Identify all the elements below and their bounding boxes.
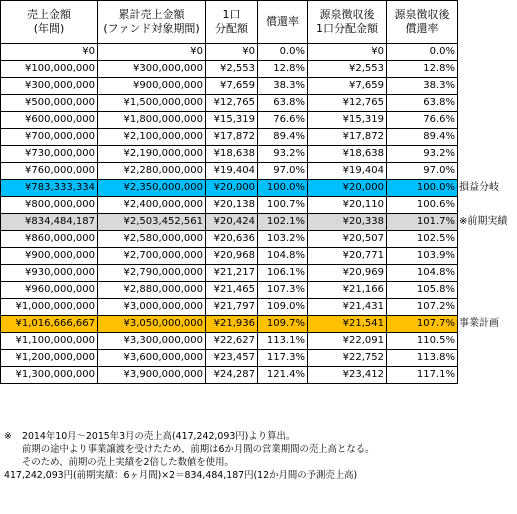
annual-sales-cell: ¥760,000,000 [1,163,98,180]
net-redemption-rate-cell: 104.8% [387,265,458,282]
annual-sales-cell: ¥930,000,000 [1,265,98,282]
net-redemption-rate-cell: 97.0% [387,163,458,180]
redemption-rate-cell: 102.1% [258,214,308,231]
distribution-cell: ¥22,627 [206,333,258,350]
net-distribution-cell: ¥12,765 [308,95,387,112]
cumulative-sales-cell: ¥300,000,000 [98,61,206,78]
table-row [1,61,458,78]
annual-sales-cell: ¥300,000,000 [1,78,98,95]
net-redemption-rate-cell: 103.9% [387,248,458,265]
net-distribution-cell: ¥22,752 [308,350,387,367]
annual-sales-cell: ¥1,200,000,000 [1,350,98,367]
net-redemption-rate-cell: 100.0% [387,180,458,197]
redemption-rate-cell: 107.3% [258,282,308,299]
row-annotation: 事業計画 [459,317,499,329]
table-row [1,112,458,129]
cumulative-sales-cell: ¥2,790,000,000 [98,265,206,282]
cumulative-sales-cell: ¥1,800,000,000 [98,112,206,129]
net-distribution-cell: ¥21,541 [308,316,387,333]
header-distribution-per-unit: 1口 分配額 [206,1,258,44]
redemption-rate-cell: 38.3% [258,78,308,95]
annual-sales-cell: ¥1,016,666,667 [1,316,98,333]
redemption-rate-cell: 12.8% [258,61,308,78]
net-redemption-rate-cell: 102.5% [387,231,458,248]
cumulative-sales-cell: ¥3,300,000,000 [98,333,206,350]
annual-sales-cell: ¥700,000,000 [1,129,98,146]
redemption-rate-cell: 0.0% [258,44,308,61]
annual-sales-cell: ¥0 [1,44,98,61]
redemption-rate-cell: 109.0% [258,299,308,316]
redemption-rate-cell: 89.4% [258,129,308,146]
net-distribution-cell: ¥20,338 [308,214,387,231]
table-row [1,265,458,282]
net-redemption-rate-cell: 107.7% [387,316,458,333]
table-row [1,44,458,61]
redemption-rate-cell: 117.3% [258,350,308,367]
net-distribution-cell: ¥2,553 [308,61,387,78]
distribution-cell: ¥20,000 [206,180,258,197]
annual-sales-cell: ¥834,484,187 [1,214,98,231]
table-row [1,282,458,299]
redemption-rate-cell: 100.7% [258,197,308,214]
distribution-cell: ¥21,936 [206,316,258,333]
net-distribution-cell: ¥20,110 [308,197,387,214]
row-annotation: 損益分岐 [459,181,499,193]
net-distribution-cell: ¥20,969 [308,265,387,282]
net-distribution-cell: ¥17,872 [308,129,387,146]
net-distribution-cell: ¥20,000 [308,180,387,197]
net-redemption-rate-cell: 76.6% [387,112,458,129]
table-row [1,316,458,333]
redemption-rate-cell: 63.8% [258,95,308,112]
net-distribution-cell: ¥20,771 [308,248,387,265]
table-row [1,333,458,350]
distribution-cell: ¥21,465 [206,282,258,299]
net-redemption-rate-cell: 63.8% [387,95,458,112]
net-distribution-cell: ¥18,638 [308,146,387,163]
table-row [1,95,458,112]
annual-sales-cell: ¥500,000,000 [1,95,98,112]
annual-sales-cell: ¥1,000,000,000 [1,299,98,316]
net-redemption-rate-cell: 117.1% [387,367,458,384]
distribution-cell: ¥20,968 [206,248,258,265]
table-row [1,299,458,316]
cumulative-sales-cell: ¥2,280,000,000 [98,163,206,180]
annual-sales-cell: ¥1,300,000,000 [1,367,98,384]
table-row [1,78,458,95]
annual-sales-cell: ¥100,000,000 [1,61,98,78]
distribution-cell: ¥0 [206,44,258,61]
note-line-1: 2014年10月～2015年3月の売上高(417,242,093円)より算出。 [22,431,296,442]
net-redemption-rate-cell: 107.2% [387,299,458,316]
cumulative-sales-cell: ¥900,000,000 [98,78,206,95]
net-redemption-rate-cell: 93.2% [387,146,458,163]
net-distribution-cell: ¥22,091 [308,333,387,350]
cumulative-sales-cell: ¥2,503,452,561 [98,214,206,231]
distribution-cell: ¥24,287 [206,367,258,384]
cumulative-sales-cell: ¥0 [98,44,206,61]
net-distribution-cell: ¥21,166 [308,282,387,299]
net-redemption-rate-cell: 12.8% [387,61,458,78]
header-annual-sales: 売上金額 (年間) [1,1,98,44]
distribution-cell: ¥21,217 [206,265,258,282]
table-row [1,180,458,197]
cumulative-sales-cell: ¥3,600,000,000 [98,350,206,367]
annual-sales-cell: ¥800,000,000 [1,197,98,214]
redemption-rate-cell: 93.2% [258,146,308,163]
annual-sales-cell: ¥960,000,000 [1,282,98,299]
net-distribution-cell: ¥21,431 [308,299,387,316]
cumulative-sales-cell: ¥3,000,000,000 [98,299,206,316]
cumulative-sales-cell: ¥2,190,000,000 [98,146,206,163]
table-row [1,231,458,248]
note-line-2: 前期の途中より事業譲渡を受けたため、前期は6か月間の営業期間の売上高となる。 [22,444,375,455]
net-redemption-rate-cell: 89.4% [387,129,458,146]
distribution-cell: ¥20,424 [206,214,258,231]
footnote [4,430,514,482]
table-row [1,350,458,367]
net-distribution-cell: ¥19,404 [308,163,387,180]
row-annotation: ※前期実績 [459,215,508,227]
distribution-cell: ¥7,659 [206,78,258,95]
distribution-cell: ¥12,765 [206,95,258,112]
cumulative-sales-cell: ¥2,700,000,000 [98,248,206,265]
table-row [1,163,458,180]
net-redemption-rate-cell: 38.3% [387,78,458,95]
annual-sales-cell: ¥1,100,000,000 [1,333,98,350]
net-redemption-rate-cell: 101.7% [387,214,458,231]
note-line-3: そのため、前期の売上実績を2倍した数値を使用。 [22,457,234,468]
cumulative-sales-cell: ¥2,880,000,000 [98,282,206,299]
annual-sales-cell: ¥600,000,000 [1,112,98,129]
annual-sales-cell: ¥783,333,334 [1,180,98,197]
cumulative-sales-cell: ¥2,400,000,000 [98,197,206,214]
table-row [1,367,458,384]
redemption-rate-cell: 109.7% [258,316,308,333]
net-redemption-rate-cell: 110.5% [387,333,458,350]
redemption-rate-cell: 104.8% [258,248,308,265]
redemption-rate-cell: 97.0% [258,163,308,180]
table-row [1,129,458,146]
cumulative-sales-cell: ¥2,100,000,000 [98,129,206,146]
table-header-row [1,1,458,44]
cumulative-sales-cell: ¥3,900,000,000 [98,367,206,384]
net-distribution-cell: ¥0 [308,44,387,61]
distribution-cell: ¥2,553 [206,61,258,78]
cumulative-sales-cell: ¥1,500,000,000 [98,95,206,112]
net-distribution-cell: ¥23,412 [308,367,387,384]
net-distribution-cell: ¥15,319 [308,112,387,129]
net-distribution-cell: ¥7,659 [308,78,387,95]
distribution-cell: ¥21,797 [206,299,258,316]
table-row [1,248,458,265]
redemption-rate-cell: 121.4% [258,367,308,384]
distribution-cell: ¥18,638 [206,146,258,163]
note-mark: ※ [4,431,12,442]
net-redemption-rate-cell: 0.0% [387,44,458,61]
distribution-cell: ¥19,404 [206,163,258,180]
distribution-cell: ¥23,457 [206,350,258,367]
distribution-cell: ¥20,636 [206,231,258,248]
cumulative-sales-cell: ¥2,350,000,000 [98,180,206,197]
cumulative-sales-cell: ¥3,050,000,000 [98,316,206,333]
net-distribution-cell: ¥20,507 [308,231,387,248]
header-redemption-rate: 償還率 [258,1,308,44]
table-row [1,197,458,214]
cumulative-sales-cell: ¥2,580,000,000 [98,231,206,248]
header-cumulative-sales: 累計売上金額 (ファンド対象期間) [98,1,206,44]
header-net-redemption-rate: 源泉徴収後 償還率 [387,1,458,44]
net-redemption-rate-cell: 105.8% [387,282,458,299]
net-redemption-rate-cell: 113.8% [387,350,458,367]
redemption-rate-cell: 103.2% [258,231,308,248]
redemption-rate-cell: 106.1% [258,265,308,282]
annual-sales-cell: ¥860,000,000 [1,231,98,248]
redemption-rate-cell: 76.6% [258,112,308,129]
annual-sales-cell: ¥900,000,000 [1,248,98,265]
net-redemption-rate-cell: 100.6% [387,197,458,214]
table-row [1,214,458,231]
distribution-cell: ¥20,138 [206,197,258,214]
distribution-cell: ¥17,872 [206,129,258,146]
redemption-rate-cell: 113.1% [258,333,308,350]
header-net-distribution: 源泉徴収後 1口分配金額 [308,1,387,44]
annual-sales-cell: ¥730,000,000 [1,146,98,163]
redemption-rate-cell: 100.0% [258,180,308,197]
table-row [1,146,458,163]
distribution-cell: ¥15,319 [206,112,258,129]
note-line-4: 417,242,093円(前期実績：6ヶ月間)×2＝834,484,187円(12か月間の予測売上高) [4,470,358,481]
